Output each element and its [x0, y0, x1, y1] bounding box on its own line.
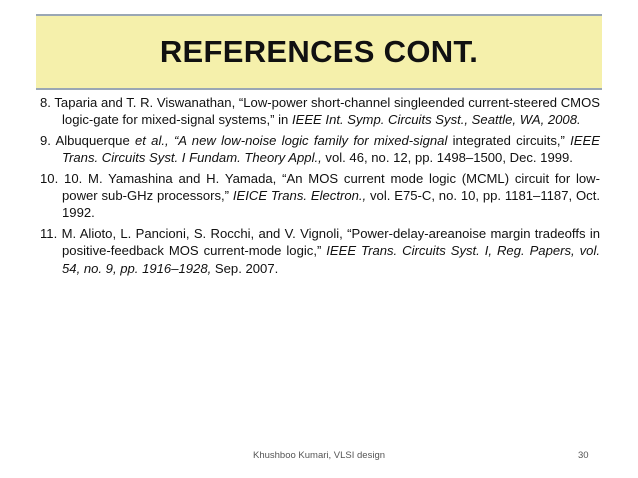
reference-text: Albuquerque — [55, 132, 135, 148]
reference-text: M. Alioto, L. Pancioni, S. Rocchi, and V. Vignoli, “Power-delay-areanoise margin tradeoffs in positive-feedback MOS current-mode logic,” — [61, 225, 601, 259]
reference-10 — [40, 170, 600, 222]
reference-9 — [40, 132, 600, 167]
reference-number: 11. — [40, 225, 58, 241]
references-list — [40, 94, 600, 280]
reference-text: vol. E75-C, no. 10, pp. 1181–1187, Oct. 1992. — [62, 188, 600, 221]
reference-text: 10. M. Yamashina and H. Yamada, “An MOS current mode logic (MCML) circuit for low-power sub-GHz processors,” — [62, 170, 600, 204]
reference-text: vol. 46, no. 12, pp. 1498–1500, Dec. 1999. — [321, 150, 573, 166]
reference-text: Sep. 2007. — [211, 260, 279, 276]
title-band — [36, 14, 602, 90]
reference-text: integrated circuits,” — [447, 132, 571, 148]
reference-source: IEEE Int. Symp. Circuits Syst., Seattle, WA, 2008. — [291, 112, 581, 128]
slide-title: REFERENCES CONT. — [159, 34, 479, 69]
reference-number: 8. — [40, 95, 51, 110]
reference-number: 9. — [40, 132, 51, 148]
reference-source: IEEE Trans. Circuits Syst. I Fundam. Theory Appl., — [62, 132, 600, 166]
reference-11 — [40, 225, 600, 277]
reference-etal: et al., — [135, 132, 169, 148]
reference-title: “A new low-noise logic family for mixed-signal — [173, 132, 448, 148]
reference-number: 10. — [40, 170, 59, 186]
reference-8 — [40, 94, 600, 129]
reference-source: IEEE Trans. Circuits Syst. I, Reg. Papers, vol. 54, no. 9, pp. 1916–1928, — [62, 243, 601, 276]
reference-source: IEICE Trans. Electron., — [232, 188, 367, 204]
page-number: 30 — [578, 450, 589, 461]
reference-text: Taparia and T. R. Viswanathan, “Low-power short-channel singleended current-steered CMOS logic-gate for mixed-signal systems,” in — [54, 95, 600, 128]
footer-author: Khushboo Kumari, VLSI design — [252, 450, 386, 461]
